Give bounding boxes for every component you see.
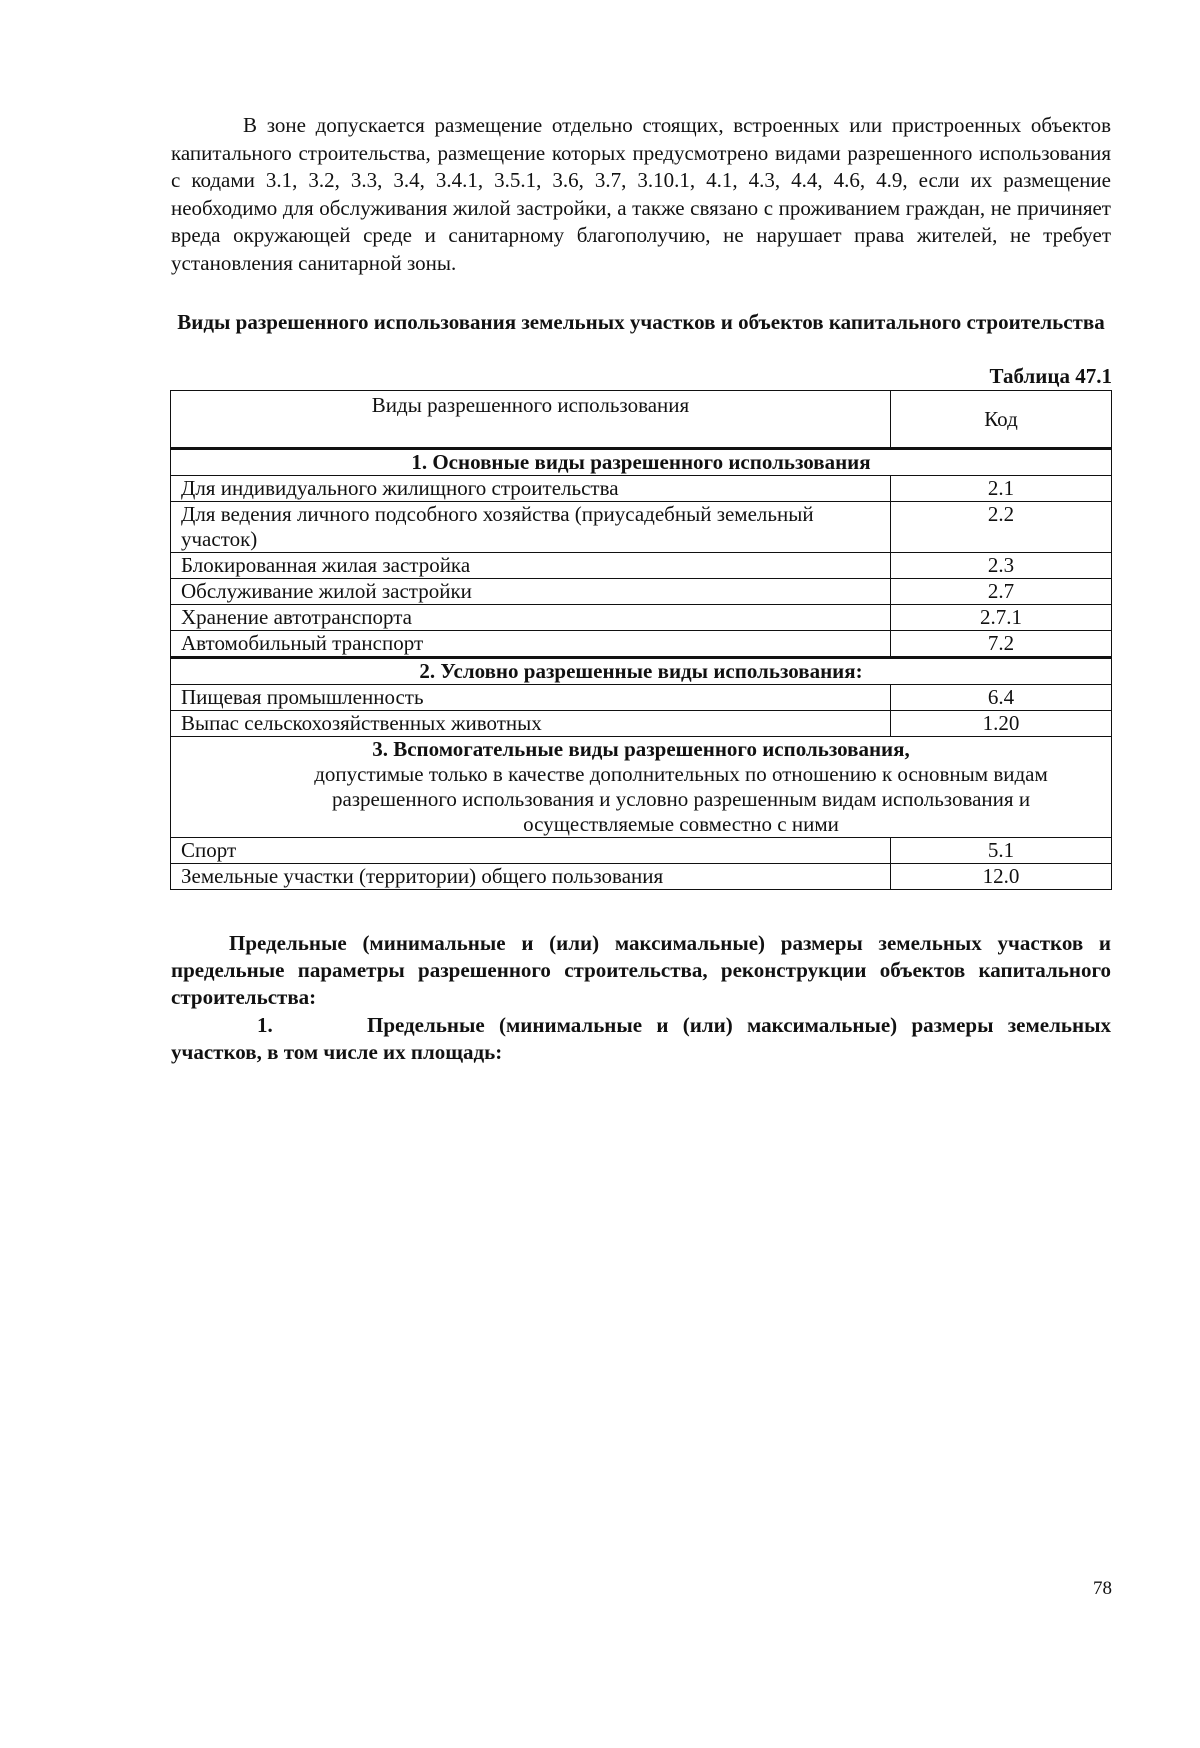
use-name-cell: Автомобильный транспорт xyxy=(171,631,891,658)
table-number: Таблица 47.1 xyxy=(989,364,1112,388)
section-title: 3. Вспомогательные виды разрешенного использования, xyxy=(372,737,910,761)
use-name-cell: Обслуживание жилой застройки xyxy=(171,579,891,605)
use-code-cell: 2.7 xyxy=(891,579,1112,605)
table-title: Виды разрешенного использования земельных участков и объектов капитального строительства xyxy=(177,310,1105,334)
limits-item-text: Предельные (минимальные и (или) максимальные) размеры земельных участков, в том числе их площадь: xyxy=(171,1013,1111,1064)
table-row xyxy=(171,502,1112,553)
use-name-cell: Земельные участки (территории) общего пользования xyxy=(171,864,891,890)
table-row xyxy=(171,838,1112,864)
use-name-cell: Блокированная жилая застройка xyxy=(171,553,891,579)
table-row xyxy=(171,711,1112,737)
use-code-cell: 5.1 xyxy=(891,838,1112,864)
table-row xyxy=(171,864,1112,890)
use-name-cell: Пищевая промышленность xyxy=(171,685,891,711)
table-row xyxy=(171,605,1112,631)
use-code-cell: 2.7.1 xyxy=(891,605,1112,631)
limits-item-number: 1. xyxy=(257,1013,273,1037)
use-code-cell: 2.1 xyxy=(891,476,1112,502)
section-title: 1. Основные виды разрешенного использования xyxy=(171,449,1112,476)
land-use-table xyxy=(170,390,1112,890)
use-code-cell: 6.4 xyxy=(891,685,1112,711)
section-row xyxy=(171,658,1112,685)
use-name-cell: Спорт xyxy=(171,838,891,864)
section-row xyxy=(171,449,1112,476)
use-name-cell: Для ведения личного подсобного хозяйства (приусадебный земельный участок) xyxy=(171,502,891,553)
page-number: 78 xyxy=(1093,1578,1112,1599)
use-code-cell: 2.3 xyxy=(891,553,1112,579)
use-code-cell: 1.20 xyxy=(891,711,1112,737)
header-code-cell: Код xyxy=(891,391,1112,449)
section-cell xyxy=(171,737,1112,838)
use-code-cell: 12.0 xyxy=(891,864,1112,890)
use-name-cell: Для индивидуального жилищного строительства xyxy=(171,476,891,502)
header-name-cell: Виды разрешенного использования xyxy=(171,391,891,449)
table-row xyxy=(171,553,1112,579)
section-title: 2. Условно разрешенные виды использования: xyxy=(171,658,1112,685)
limits-heading: Предельные (минимальные и (или) максимальные) размеры земельных участков и предельные параметры разрешенного строительства, реконструкции объектов капитального строительства: xyxy=(171,931,1111,1009)
use-name-cell: Выпас сельскохозяйственных животных xyxy=(171,711,891,737)
use-name-cell: Хранение автотранспорта xyxy=(171,605,891,631)
section-row xyxy=(171,737,1112,838)
limits-item xyxy=(171,1012,1111,1066)
table-row xyxy=(171,631,1112,658)
section-description: допустимые только в качестве дополнительных по отношению к основным видам разрешенного использования и условно разрешенным видам использования и осуществляемые совместно с ними xyxy=(314,762,1048,836)
table-row xyxy=(171,476,1112,502)
intro-paragraph: В зоне допускается размещение отдельно стоящих, встроенных или пристроенных объектов капитального строительства, размещение которых предусмотрено видами разрешенного использования с кодами 3.1, 3.2, 3.3, 3.4, 3.4.1, 3.5.1, 3.6, 3.7, 3.10.1, 4.1, 4.3, 4.4, 4.6, 4.9, если их размещение необходимо для обслуживания жилой застройки, а также связано с проживанием граждан, не причиняет вреда окружающей среде и санитарному благополучию, не нарушает права жителей, не требует установления санитарной зоны. xyxy=(171,113,1111,275)
table-row xyxy=(171,685,1112,711)
table-row xyxy=(171,579,1112,605)
table-header-row xyxy=(171,391,1112,449)
use-code-cell: 2.2 xyxy=(891,502,1112,553)
use-code-cell: 7.2 xyxy=(891,631,1112,658)
